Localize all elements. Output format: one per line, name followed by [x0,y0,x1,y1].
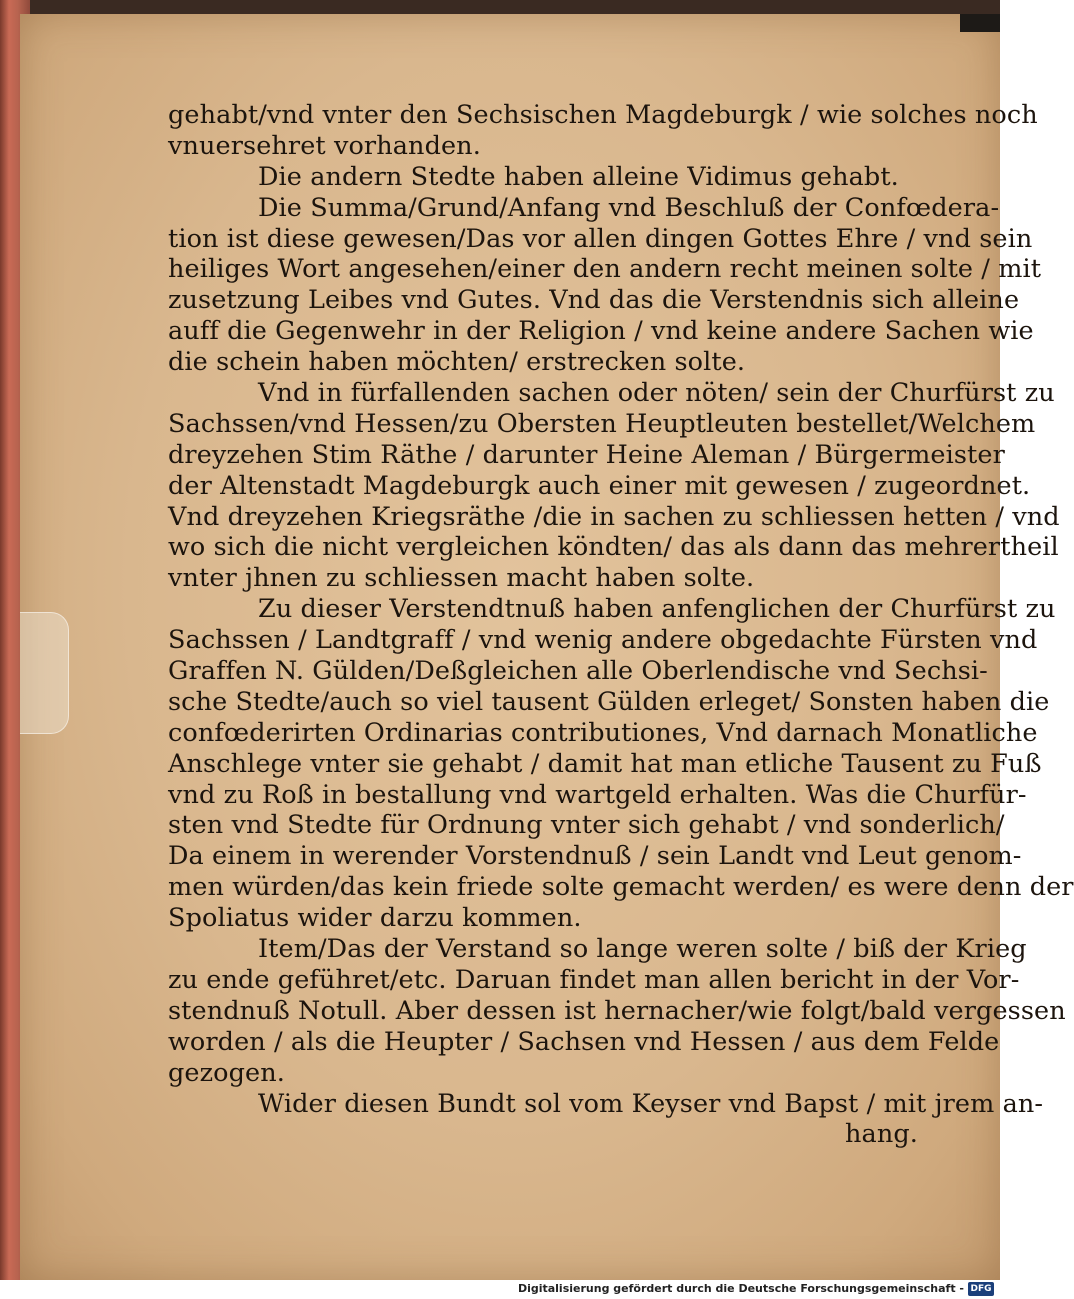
text-line: zu ende geführet/etc. Daruan findet man allen bericht in der Vor- [168,964,1020,995]
text-line: Item/Das der Verstand so lange weren solte / biß der Krieg [258,934,1027,965]
text-line: worden / als die Heupter / Sachsen vnd Hessen / aus dem Felde [168,1026,1000,1057]
catchword: hang. [845,1119,918,1150]
text-line: stendnuß Notull. Aber dessen ist hernacher/wie folgt/bald vergessen [168,995,1066,1026]
dfg-logo-icon: DFG [968,1282,994,1296]
text-line: gehabt/vnd vnter den Sechsischen Magdeburgk / wie solches noch [168,100,1038,130]
footer-bar [0,1280,1000,1299]
text-line: tion ist diese gewesen/Das vor allen dingen Gottes Ehre / vnd sein [168,223,1033,254]
text-line: wo sich die nicht vergleichen köndten/ das als dann das mehrertheil [168,532,1059,563]
text-line: zusetzung Leibes vnd Gutes. Vnd das die Verstendnis sich alleine [168,285,1020,316]
text-line: die schein haben möchten/ erstrecken solte. [168,347,746,378]
text-line: Graffen N. Gülden/Deßgleichen alle Oberlendische vnd Sechsi- [168,656,988,687]
text-line: Die andern Stedte haben alleine Vidimus gehabt. [258,161,899,192]
text-line: men würden/das kein friede solte gemacht werden/ es were denn der [168,872,1074,903]
text-line: sche Stedte/auch so viel tausent Gülden erleget/ Sonsten haben die [168,686,1050,717]
text-line: Da einem in werender Vorstendnuß / sein Landt vnd Leut genom- [168,841,1022,872]
text-line: Sachssen/vnd Hessen/zu Obersten Heuptleuten bestellet/Welchem [168,408,1036,439]
text-line: Sachssen / Landtgraff / vnd wenig andere obgedachte Fürsten vnd [168,625,1038,656]
text-line: gezogen. [168,1057,285,1088]
scan-corner-shadow [960,14,1000,32]
text-line: der Altenstadt Magdeburgk auch einer mit gewesen / zugeordnet. [168,470,1031,501]
text-line: vnd zu Roß in bestallung vnd wartgeld erhalten. Was die Churfür- [168,779,1027,810]
text-line: sten vnd Stedte für Ordnung vnter sich gehabt / vnd sonderlich/ [168,810,1005,841]
text-line: auff die Gegenwehr in der Religion / vnd keine andere Sachen wie [168,316,1034,347]
page-text-block [168,100,1074,1150]
funding-credit: Digitalisierung gefördert durch die Deutsche Forschungsgemeinschaft - [517,1282,964,1295]
text-line: Vnd in fürfallenden sachen oder nöten/ sein der Churfürst zu [258,378,1055,409]
text-line: Vnd dreyzehen Kriegsräthe /die in sachen zu schliessen hetten / vnd [168,501,1060,532]
text-line: confœderirten Ordinarias contributiones, Vnd darnach Monatliche [168,717,1038,748]
text-line: Wider diesen Bundt sol vom Keyser vnd Bapst / mit jrem an- [258,1088,1044,1119]
page-clip [20,612,69,734]
text-line: Zu dieser Verstendtnuß haben anfenglichen der Churfürst zu [258,594,1056,625]
text-line: Spoliatus wider darzu kommen. [168,903,582,934]
text-line: Anschlege vnter sie gehabt / damit hat man etliche Tausent zu Fuß [168,748,1042,779]
text-line: Die Summa/Grund/Anfang vnd Beschluß der Confœdera- [258,192,1000,223]
text-line: heiliges Wort angesehen/einer den andern recht meinen solte / mit [168,254,1042,285]
text-line: vnuersehret vorhanden. [168,130,481,161]
text-line: vnter jhnen zu schliessen macht haben solte. [168,563,755,594]
text-line: dreyzehen Stim Räthe / darunter Heine Aleman / Bürgermeister [168,439,1005,470]
